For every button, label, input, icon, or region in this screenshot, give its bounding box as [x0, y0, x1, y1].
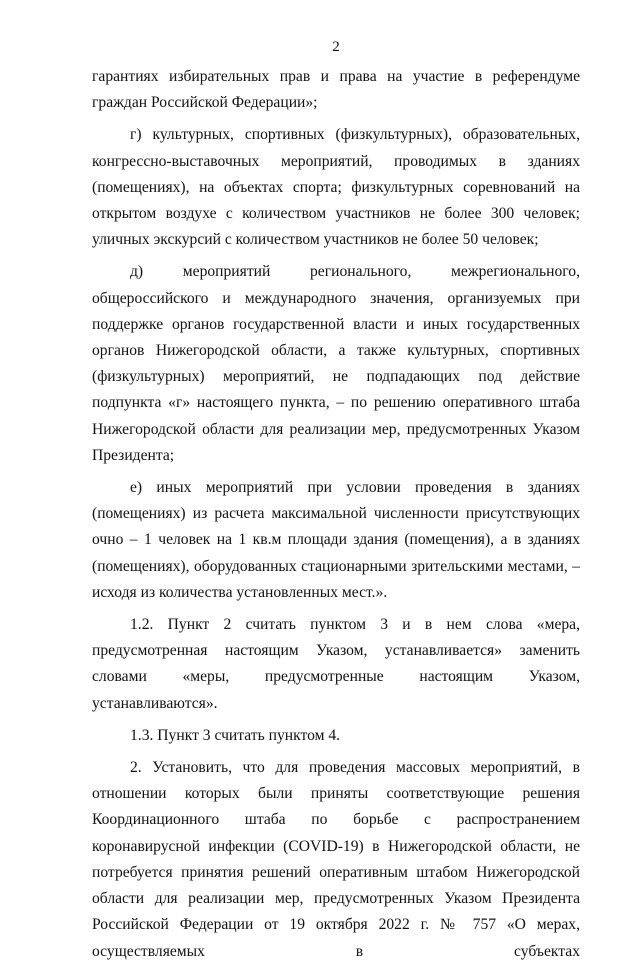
paragraph-1-2: 1.2. Пункт 2 считать пунктом 3 и в нем слова «мера, предусмотренная настоящим Указом, устанавливается» заменить словами «меры, предусмотренные настоящим Указом, устанавливаются».: [92, 616, 580, 712]
document-body: [92, 64, 580, 965]
page-number: 2: [332, 39, 340, 55]
paragraph-item-g: г) культурных, спортивных (физкультурных), образовательных, конгрессно-выставочных мероприятий, проводимых в зданиях (помещениях), на объектах спорта; физкультурных соревнований на открытом воздухе с количеством участников не более 300 человек; уличных экскурсий с количеством участников не более 50 человек;: [92, 126, 580, 249]
paragraph-2: 2. Установить, что для проведения массовых мероприятий, в отношении которых были приняты соответствующие решения Координационного штаба по борьбе с распространением коронавирусной инфекции (COVID-19) в Нижегородской области, не потребуется принятия решений оперативным штабом Нижегородской области для реализации мер, предусмотренных Указом Президента Российской Федерации от 19 октября 2022 г. № 757 «О мерах, осуществляемых в субъектах: [92, 759, 580, 960]
paragraph-item-d: д) мероприятий регионального, межрегионального, общероссийского и международного значения, организуемых при поддержке органов государственной власти и иных государственных органов Нижегородской области, а также культурных, спортивных (физкультурных) мероприятий, не подпадающих под действие подпункта «г» настоящего пункта, – по решению оперативного штаба Нижегородской области для реализации мер, предусмотренных Указом Президента;: [92, 263, 580, 464]
paragraph-1-3: 1.3. Пункт 3 считать пунктом 4.: [130, 726, 341, 744]
paragraph-continuation: гарантиях избирательных прав и права на участие в референдуме граждан Российской Федерации»;: [92, 68, 580, 112]
paragraph-item-e: е) иных мероприятий при условии проведения в зданиях (помещениях) из расчета максимальной численности присутствующих очно – 1 человек на 1 кв.м площади здания (помещения), а в зданиях (помещениях), оборудованных стационарными зрительскими местами, – исходя из количества установленных мест.».: [92, 479, 580, 601]
